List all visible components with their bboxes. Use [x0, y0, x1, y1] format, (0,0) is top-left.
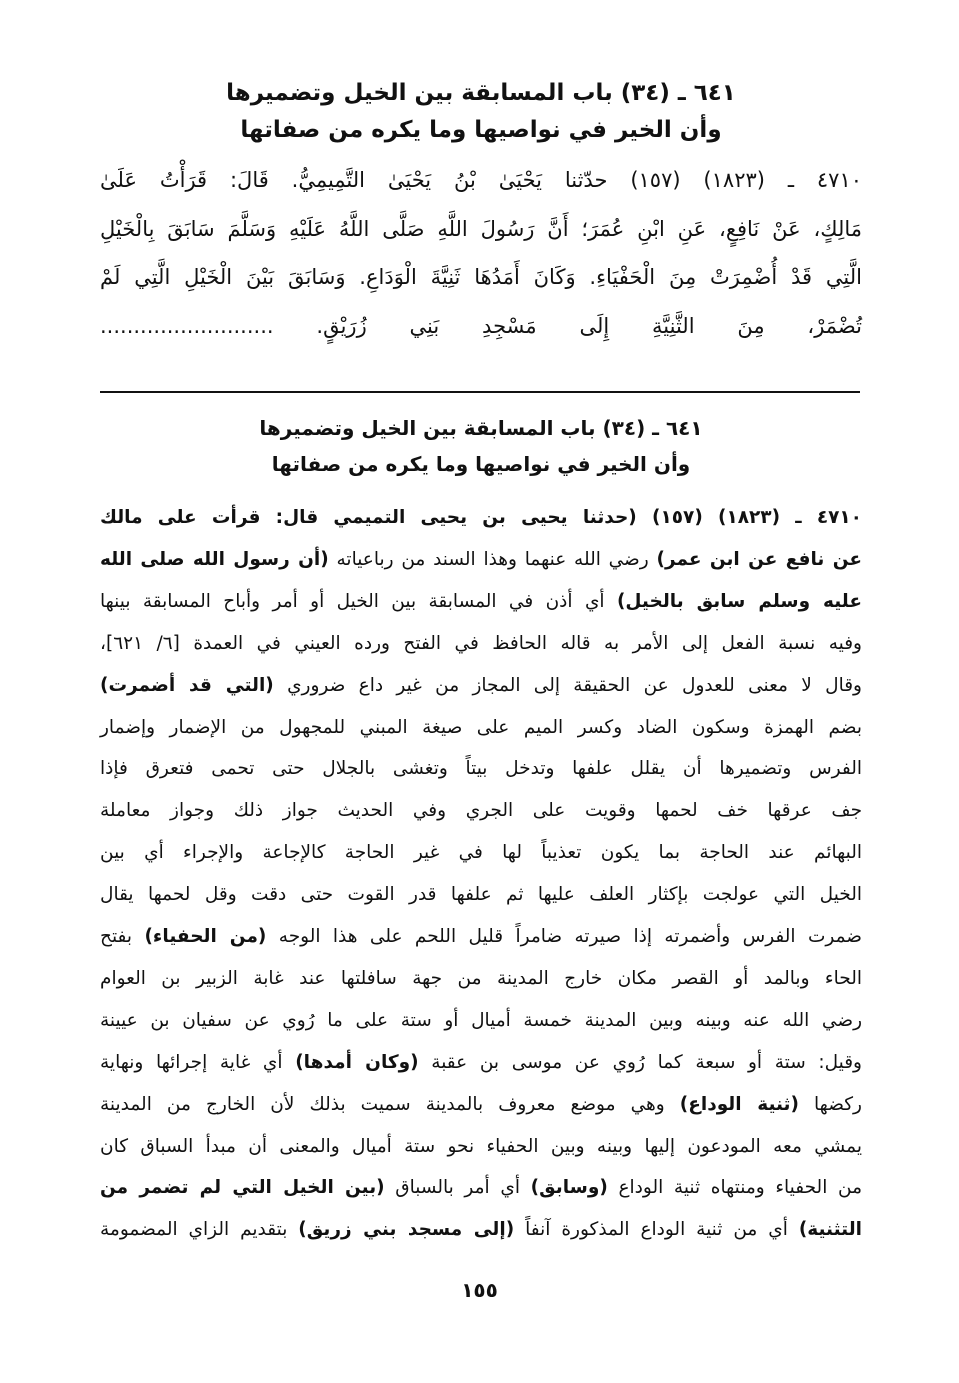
commentary-line: [100, 1177, 862, 1198]
text-segment: ضمرت الفرس وأضمرته إذا صيرته ضامراً قليل اللحم على هذا الوجه: [266, 926, 862, 947]
text-segment: الخيل التي عولجت بإكثار العلف عليها ثم علفها قدر القوت حتى دقت وقل لحمها يقال: [100, 884, 862, 906]
commentary-line: [100, 717, 862, 738]
text-segment: الَّتِي قَدْ أُضْمِرَتْ مِنَ الْحَفْيَاءِ. وَكَانَ أَمَدُهَا ثَنِيَّةَ الْوَدَاعِ. وَسَابَقَ بَيْنَ الْخَيْلِ الَّتِي لَمْ: [100, 265, 862, 289]
commentary-line: [100, 591, 862, 612]
text-segment: أي من ثنية الوداع المذكورة آنفاً: [514, 1219, 799, 1241]
text-segment: أي غاية إجرائها ونهاية: [100, 1051, 296, 1073]
text-segment: من الحفياء ومنتهاه ثنية الوداع: [607, 1177, 862, 1199]
bold-quoted-text: (التي قد أضمرت): [100, 674, 274, 696]
commentary-line: [100, 968, 862, 989]
bold-quoted-text: عليه وسلم سابق بالخيل): [616, 590, 862, 612]
text-segment: وفيه نسبة الفعل إلى الأمر به قاله الحافظ في الفتح ورده العيني في العمدة [٦/ ٦٢١]،: [100, 632, 862, 654]
bold-quoted-text: عن نافع عن ابن عمر): [656, 548, 863, 570]
text-segment: أي أذن في المسابقة بين الخيل أو أمر وأباح المسابقة بينها: [100, 590, 617, 612]
commentary-heading-line-2: وأن الخير في نواصيها وما يكره من صفاتها: [271, 452, 691, 476]
bold-quoted-text: (من الحفياء): [144, 926, 267, 947]
bold-quoted-text: (وسابق): [530, 1177, 608, 1199]
commentary-line: [100, 549, 862, 570]
commentary-line: [100, 675, 862, 696]
matn-heading-line-2: وأن الخير في نواصيها وما يكره من صفاتها: [240, 117, 722, 143]
matn-heading-line-1: ٦٤١ ـ (٣٤) باب المسابقة بين الخيل وتضميرها: [226, 80, 736, 106]
commentary-heading-line-1: ٦٤١ ـ (٣٤) باب المسابقة بين الخيل وتضميرها: [259, 416, 703, 440]
text-segment: بفتح: [100, 926, 145, 947]
text-segment: ركضها: [798, 1093, 862, 1115]
text-segment: مَالِكٍ، عَنْ نَافِعٍ، عَنِ ابْنِ عُمَرَ؛ أَنَّ رَسُولَ اللَّهِ صَلَّى اللَّهُ عَلَيْهِ وَسَلَّمَ سَابَقَ بِالْخَيْلِ: [100, 216, 862, 241]
text-segment: وهي موضع معروف بالمدينة سميت بذلك لأن الخارج من المدينة: [100, 1093, 680, 1115]
commentary-line: [100, 800, 862, 821]
divider-rule: [100, 391, 860, 393]
text-segment: جف عرقها خف لحمها وقويت على الجري وفي الحديث جواز ذلك وجواز معاملة: [100, 800, 862, 822]
text-segment: بضم الهمزة وسكون الضاد وكسر الميم على صيغة المبني للمجهول من الإضمار وإضمار: [100, 716, 862, 738]
matn-line: [100, 168, 862, 192]
matn-line: [100, 265, 862, 289]
text-segment: وقيل: ستة أو سبعة كما رُوي عن موسى بن عقبة: [418, 1051, 862, 1073]
commentary-line: [100, 633, 862, 654]
matn-line: [100, 217, 862, 241]
bold-quoted-text: (وكان أمدها): [295, 1051, 419, 1073]
commentary-line: [100, 1136, 862, 1157]
bold-quoted-text: التثنية): [798, 1219, 862, 1241]
commentary-line: [100, 507, 862, 528]
commentary-line: [100, 1052, 862, 1073]
text-segment: رضي الله عنه وبينه وبين المدينة خمسة أميال أو ستة على ما رُوي عن سفيان بن عيينة: [100, 1009, 862, 1031]
text-segment: البهائم عند الحاجة بما يكون تعذيباً لها في غير الحاجة كالإجاعة والإجراء أي بين: [100, 842, 862, 864]
text-segment: الفرس وتضميرها أن يقلل علفها وتدخل بيتاً وتغشى بالجلال حتى تحمى فتعرق فإذا: [100, 758, 862, 780]
bold-quoted-text: ٤٧١٠ ـ (١٨٢٣) (١٥٧) (حدثنا يحيى بن يحيى التميمي قال: قرأت على مالك: [100, 507, 862, 528]
commentary-line: [100, 884, 862, 905]
text-segment: بتقديم الزاي المضمومة: [100, 1219, 299, 1241]
page-number: ١٥٥: [461, 1278, 498, 1302]
commentary-line: [100, 1010, 862, 1031]
commentary-line: [100, 842, 862, 863]
text-segment: الحاء وبالمد أو القصر مكان خارج المدينة من جهة سافلتها عند غابة الزبير بن العوام: [100, 967, 862, 989]
commentary-line: [100, 1094, 862, 1115]
commentary-line: [100, 758, 862, 779]
text-segment: يمشي معه المودعون إليها وبينه وبين الحفياء نحو ستة أميال والمعنى أن مبدأ السباق كان: [100, 1135, 862, 1157]
bold-quoted-text: (بين الخيل التي لم تضمر من: [100, 1177, 385, 1199]
text-segment: أي أمر بالسباق: [384, 1177, 531, 1199]
bold-quoted-text: (إلى مسجد بني زريق): [298, 1219, 515, 1241]
matn-line: [100, 314, 862, 338]
text-segment: ٤٧١٠ ـ (١٨٢٣) (١٥٧) حدّثنا يَحْيَىٰ بْنُ يَحْيَىٰ التَّمِيمِيُّ. قَالَ: قَرَأْتُ عَلَىٰ: [100, 168, 863, 192]
text-segment: تُضْمَرْ، مِنَ الثَّنِيَّةِ إِلَى مَسْجِدِ بَنِي زُرَيْقٍ. ..........................: [100, 313, 862, 338]
bold-quoted-text: (ثنية الوداع): [679, 1093, 799, 1115]
commentary-line: [100, 926, 862, 947]
commentary-line: [100, 1219, 862, 1240]
text-segment: رضي الله عنهما وهذا السند من رباعياته: [328, 548, 657, 570]
text-segment: وقال لا معنى للعدول عن الحقيقة إلى المجاز من غير داع ضروري: [273, 674, 862, 696]
bold-quoted-text: (أن رسول الله صلى الله: [100, 548, 329, 570]
